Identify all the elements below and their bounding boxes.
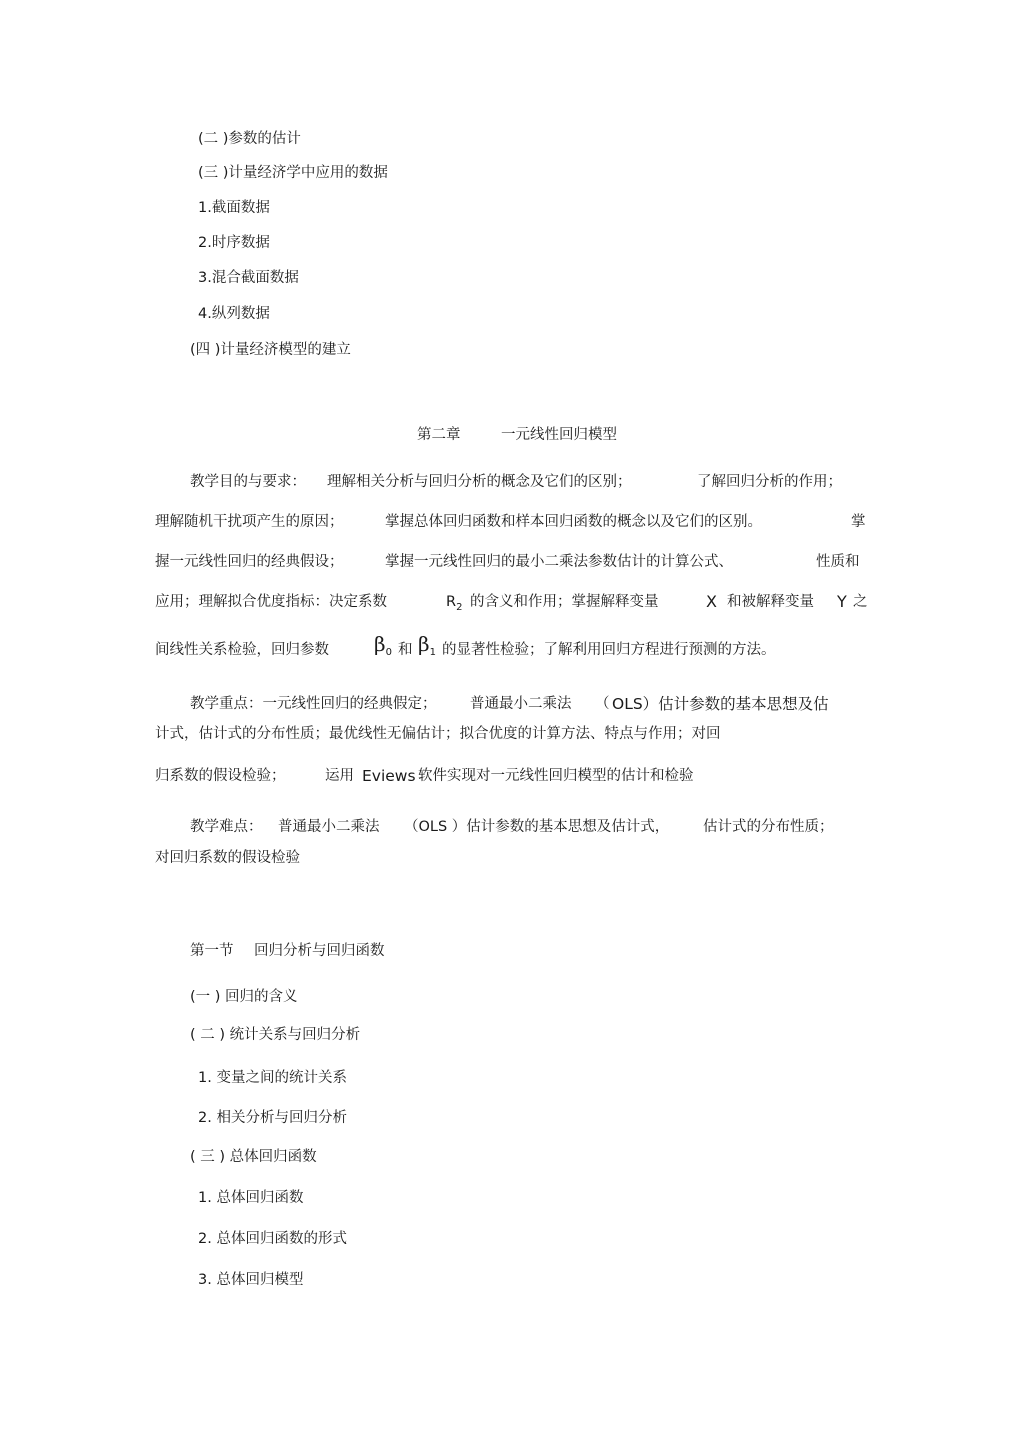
goals-text: 的显著性检验；了解利用回归方程进行预测的方法。 xyxy=(442,642,776,658)
goals-text: 握一元线性回归的经典假设； xyxy=(155,554,344,570)
section-item: (一 ) 回归的含义 xyxy=(190,989,298,1005)
outline-item: 2.时序数据 xyxy=(198,235,270,251)
section-title: 回归分析与回归函数 xyxy=(254,943,385,959)
outline-item: (四 )计量经济模型的建立 xyxy=(190,342,351,358)
variable-y: Y xyxy=(837,592,847,611)
goals-text: 理解相关分析与回归分析的概念及它们的区别； xyxy=(327,474,632,490)
goals-label: 教学目的与要求： xyxy=(190,474,306,490)
outline-item: (三 )计量经济学中应用的数据 xyxy=(198,165,388,181)
beta-1: $\beta_1$ xyxy=(418,632,436,658)
focus-text: 归系数的假设检验； xyxy=(155,768,286,784)
variable-x: X xyxy=(706,592,717,611)
chapter-number: 第二章 xyxy=(417,427,461,443)
section-item: 1. 总体回归函数 xyxy=(198,1190,304,1206)
section-item: 3. 总体回归模型 xyxy=(198,1272,304,1288)
goals-text: 掌 xyxy=(851,514,866,530)
difficulty-line-2: 对回归系数的假设检验 xyxy=(155,850,300,866)
goals-text: 间线性关系检验，回归参数 xyxy=(155,642,329,658)
goals-text: 掌握总体回归函数和样本回归函数的概念以及它们的区别。 xyxy=(385,514,762,530)
goals-text: 掌握一元线性回归的最小二乘法参数估计的计算公式、 xyxy=(385,554,733,570)
goals-text: 之 xyxy=(853,594,868,610)
outline-item: (二 )参数的估计 xyxy=(198,131,301,147)
focus-label: 教学重点：一元线性回归的经典假定； xyxy=(190,696,437,712)
section-item: 1. 变量之间的统计关系 xyxy=(198,1070,347,1086)
goals-text: 性质和 xyxy=(816,554,860,570)
outline-item: 3.混合截面数据 xyxy=(198,270,299,286)
section-item: ( 三 ) 总体回归函数 xyxy=(190,1149,317,1165)
outline-item: 4.纵列数据 xyxy=(198,306,270,322)
goals-text: 了解回归分析的作用； xyxy=(697,474,842,490)
focus-text: 软件实现对一元线性回归模型的估计和检验 xyxy=(418,768,694,784)
focus-text: Eviews xyxy=(362,767,416,785)
goals-text: 理解随机干扰项产生的原因； xyxy=(155,514,344,530)
r-squared: $R_2$ xyxy=(446,594,463,613)
outline-item: 1.截面数据 xyxy=(198,200,270,216)
focus-text: OLS）估计参数的基本思想及估 xyxy=(612,695,829,713)
goals-text: 应用；理解拟合优度指标：决定系数 xyxy=(155,594,387,610)
section-number: 第一节 xyxy=(190,943,234,959)
goals-text: 和被解释变量 xyxy=(727,594,814,610)
difficulty-text: 普通最小二乘法 xyxy=(278,819,380,835)
difficulty-text: （OLS ）估计参数的基本思想及估计式， xyxy=(404,819,670,835)
goals-text: 和 xyxy=(398,642,413,658)
section-item: ( 二 ) 统计关系与回归分析 xyxy=(190,1027,361,1043)
beta-0: $\beta_0$ xyxy=(374,632,392,658)
focus-line-2: 计式，估计式的分布性质；最优线性无偏估计；拟合优度的计算方法、特点与作用；对回 xyxy=(155,726,721,742)
section-item: 2. 相关分析与回归分析 xyxy=(198,1110,347,1126)
focus-text: （ xyxy=(595,696,610,712)
focus-text: 普通最小二乘法 xyxy=(470,696,572,712)
difficulty-label: 教学难点： xyxy=(190,819,263,835)
section-item: 2. 总体回归函数的形式 xyxy=(198,1231,347,1247)
focus-text: 运用 xyxy=(325,768,354,784)
difficulty-text: 估计式的分布性质； xyxy=(703,819,834,835)
goals-text: 的含义和作用；掌握解释变量 xyxy=(470,594,659,610)
chapter-title: 一元线性回归模型 xyxy=(501,427,617,443)
